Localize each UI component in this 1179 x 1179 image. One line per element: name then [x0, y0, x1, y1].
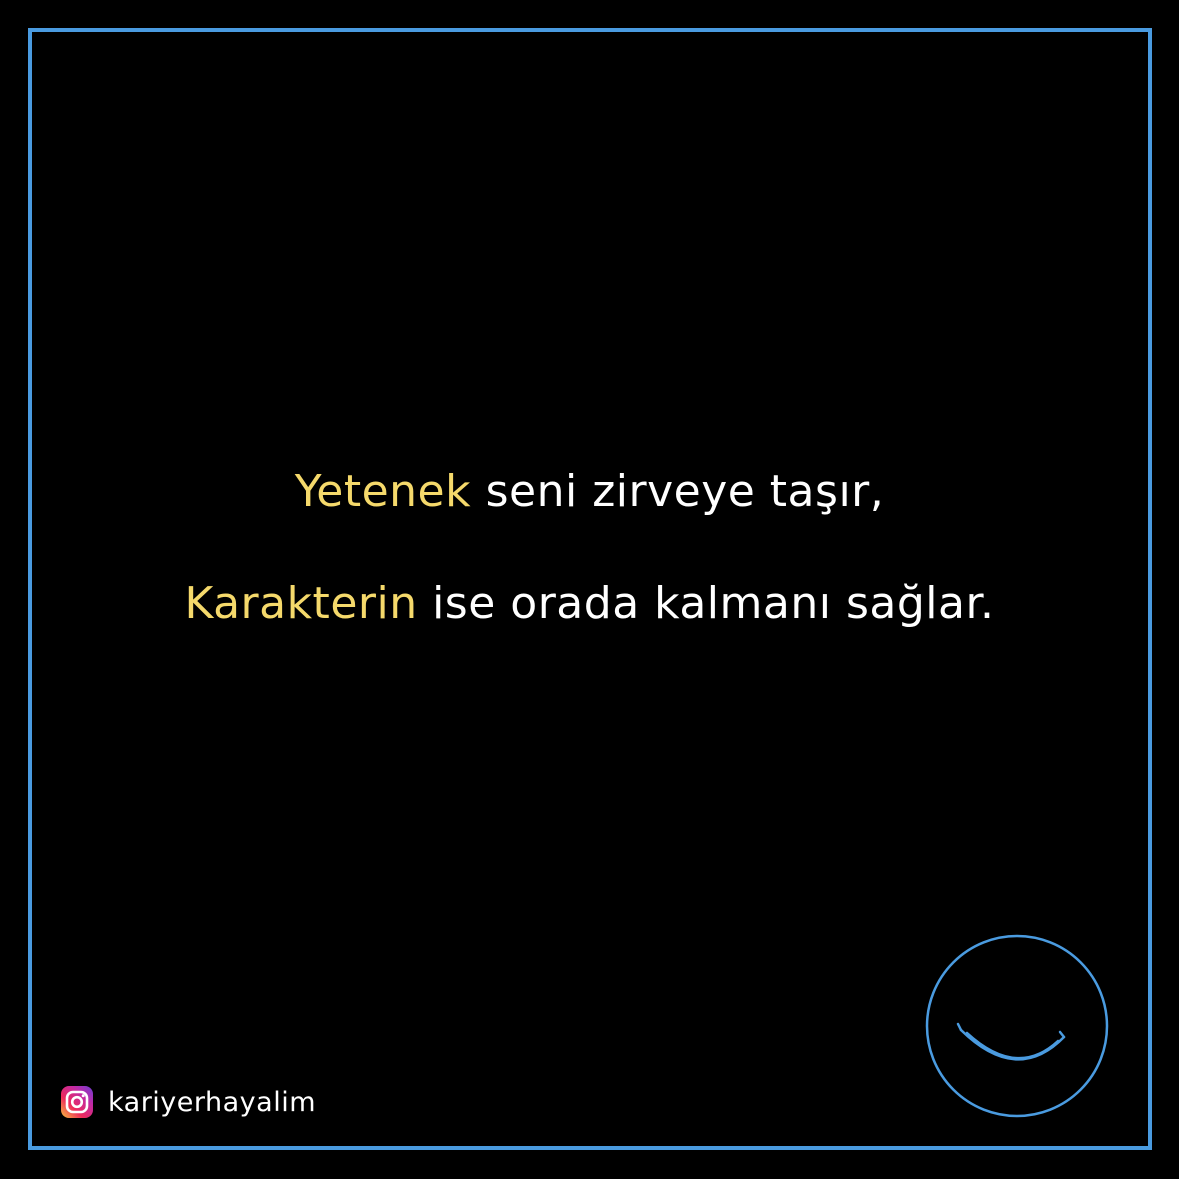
quote-line-1 [0, 466, 1179, 517]
smiley-face-icon [924, 933, 1110, 1119]
quote-highlight-word-2: Karakterin [184, 578, 418, 629]
instagram-handle[interactable] [60, 1082, 316, 1122]
instagram-icon [60, 1085, 94, 1119]
quote-text-1: seni zirveye taşır, [471, 466, 885, 517]
quote-text-2: ise orada kalmanı sağlar. [417, 578, 995, 629]
handle-label: kariyerhayalim [108, 1086, 317, 1118]
quote-line-2 [0, 578, 1179, 629]
quote-highlight-word-1: Yetenek [294, 466, 472, 517]
